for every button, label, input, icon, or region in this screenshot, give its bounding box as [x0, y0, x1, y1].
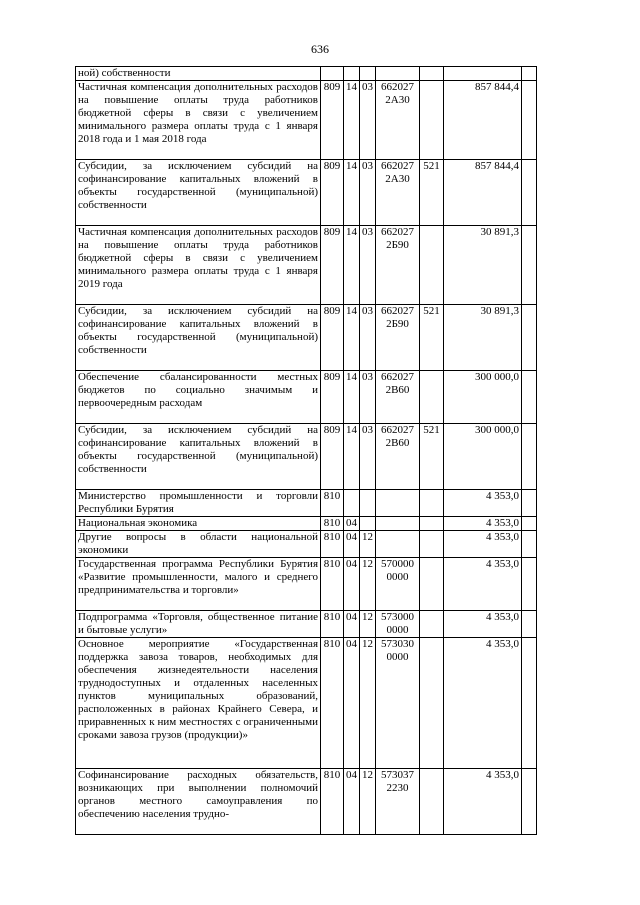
section-code-cell: 14	[344, 371, 360, 424]
empty-cell	[522, 371, 537, 424]
subsection-code-cell: 03	[360, 160, 376, 226]
expense-type-cell	[420, 490, 444, 517]
expense-type-cell: 521	[420, 305, 444, 371]
empty-cell	[522, 305, 537, 371]
ministry-code-cell: 809	[321, 226, 344, 305]
expense-name-cell: Частичная компенсация дополнительных расходов на повышение оплаты труда работников бюджетной сферы в связи с увеличением минимального размера оплаты труда с 1 января 2019 года	[76, 226, 321, 305]
section-code-cell: 04	[344, 638, 360, 769]
subsection-code-cell: 12	[360, 638, 376, 769]
section-code-cell	[344, 67, 360, 81]
table-row	[76, 611, 537, 638]
table-row	[76, 160, 537, 226]
budget-table	[75, 66, 537, 835]
empty-cell	[522, 638, 537, 769]
target-article-cell: 573037 2230	[376, 769, 420, 835]
ministry-code-cell: 810	[321, 638, 344, 769]
subsection-code-cell: 03	[360, 305, 376, 371]
expense-name-cell: Субсидии, за исключением субсидий на софинансирование капитальных вложений в объекты государственной (муниципальной) собственности	[76, 160, 321, 226]
subsection-code-cell: 12	[360, 769, 376, 835]
table-row	[76, 424, 537, 490]
amount-cell: 4 353,0	[444, 611, 522, 638]
ministry-code-cell: 809	[321, 160, 344, 226]
amount-cell: 4 353,0	[444, 490, 522, 517]
expense-type-cell	[420, 638, 444, 769]
expense-name-cell: ной) собственности	[76, 67, 321, 81]
empty-cell	[522, 517, 537, 531]
section-code-cell: 04	[344, 517, 360, 531]
ministry-code-cell: 809	[321, 81, 344, 160]
subsection-code-cell: 03	[360, 424, 376, 490]
ministry-code-cell	[321, 67, 344, 81]
ministry-code-cell: 809	[321, 371, 344, 424]
expense-name-cell: Субсидии, за исключением субсидий на софинансирование капитальных вложений в объекты государственной (муниципальной) собственности	[76, 424, 321, 490]
section-code-cell: 14	[344, 424, 360, 490]
amount-cell: 30 891,3	[444, 226, 522, 305]
target-article-cell	[376, 517, 420, 531]
expense-type-cell	[420, 769, 444, 835]
table-row	[76, 490, 537, 517]
target-article-cell: 662027 2Б90	[376, 305, 420, 371]
expense-name-cell: Подпрограмма «Торговля, общественное питание и бытовые услуги»	[76, 611, 321, 638]
target-article-cell	[376, 490, 420, 517]
amount-cell: 4 353,0	[444, 517, 522, 531]
expense-type-cell	[420, 67, 444, 81]
expense-type-cell	[420, 558, 444, 611]
table-row	[76, 81, 537, 160]
ministry-code-cell: 809	[321, 305, 344, 371]
section-code-cell: 14	[344, 226, 360, 305]
ministry-code-cell: 810	[321, 531, 344, 558]
empty-cell	[522, 160, 537, 226]
amount-cell: 4 353,0	[444, 638, 522, 769]
table-row	[76, 638, 537, 769]
amount-cell: 857 844,4	[444, 160, 522, 226]
amount-cell: 4 353,0	[444, 769, 522, 835]
expense-type-cell	[420, 517, 444, 531]
expense-type-cell: 521	[420, 160, 444, 226]
section-code-cell: 04	[344, 531, 360, 558]
section-code-cell	[344, 490, 360, 517]
amount-cell	[444, 67, 522, 81]
target-article-cell: 662027 2А30	[376, 81, 420, 160]
expense-type-cell	[420, 371, 444, 424]
ministry-code-cell: 809	[321, 424, 344, 490]
empty-cell	[522, 81, 537, 160]
empty-cell	[522, 226, 537, 305]
empty-cell	[522, 769, 537, 835]
ministry-code-cell: 810	[321, 611, 344, 638]
ministry-code-cell: 810	[321, 558, 344, 611]
table-row	[76, 769, 537, 835]
expense-type-cell	[420, 81, 444, 160]
expense-name-cell: Национальная экономика	[76, 517, 321, 531]
subsection-code-cell	[360, 67, 376, 81]
target-article-cell: 662027 2В60	[376, 371, 420, 424]
empty-cell	[522, 424, 537, 490]
ministry-code-cell: 810	[321, 769, 344, 835]
empty-cell	[522, 490, 537, 517]
table-row	[76, 226, 537, 305]
target-article-cell: 573030 0000	[376, 638, 420, 769]
subsection-code-cell	[360, 490, 376, 517]
expense-type-cell	[420, 531, 444, 558]
empty-cell	[522, 611, 537, 638]
empty-cell	[522, 67, 537, 81]
subsection-code-cell: 12	[360, 558, 376, 611]
amount-cell: 300 000,0	[444, 424, 522, 490]
section-code-cell: 04	[344, 611, 360, 638]
amount-cell: 4 353,0	[444, 558, 522, 611]
expense-name-cell: Государственная программа Республики Бурятия «Развитие промышленности, малого и среднего предпринимательства и торговли»	[76, 558, 321, 611]
expense-name-cell: Другие вопросы в области национальной экономики	[76, 531, 321, 558]
table-row	[76, 67, 537, 81]
table-row	[76, 305, 537, 371]
expense-name-cell: Основное мероприятие «Государственная поддержка завоза товаров, необходимых для обеспечения жизнедеятельности населения труднодоступных и отдаленных населенных пунктов муниципальных образований, расположенных в районах Крайнего Севера, и приравненных к ним местностях с ограниченными сроками завоза грузов (продукции)»	[76, 638, 321, 769]
target-article-cell	[376, 531, 420, 558]
amount-cell: 857 844,4	[444, 81, 522, 160]
ministry-code-cell: 810	[321, 517, 344, 531]
expense-name-cell: Субсидии, за исключением субсидий на софинансирование капитальных вложений в объекты государственной (муниципальной) собственности	[76, 305, 321, 371]
table-row	[76, 531, 537, 558]
section-code-cell: 14	[344, 305, 360, 371]
target-article-cell: 662027 2А30	[376, 160, 420, 226]
section-code-cell: 14	[344, 160, 360, 226]
subsection-code-cell: 03	[360, 226, 376, 305]
target-article-cell: 662027 2Б90	[376, 226, 420, 305]
table-row	[76, 371, 537, 424]
target-article-cell	[376, 67, 420, 81]
empty-cell	[522, 558, 537, 611]
expense-type-cell	[420, 226, 444, 305]
amount-cell: 30 891,3	[444, 305, 522, 371]
subsection-code-cell: 12	[360, 611, 376, 638]
subsection-code-cell: 03	[360, 371, 376, 424]
expense-name-cell: Министерство промышленности и торговли Республики Бурятия	[76, 490, 321, 517]
table-row	[76, 558, 537, 611]
subsection-code-cell: 12	[360, 531, 376, 558]
expense-name-cell: Частичная компенсация дополнительных расходов на повышение оплаты труда работников бюджетной сферы в связи с увеличением минимального размера оплаты труда с 1 января 2018 года и 1 мая 2018 года	[76, 81, 321, 160]
table-row	[76, 517, 537, 531]
expense-type-cell: 521	[420, 424, 444, 490]
target-article-cell: 573000 0000	[376, 611, 420, 638]
ministry-code-cell: 810	[321, 490, 344, 517]
expense-name-cell: Софинансирование расходных обязательств, возникающих при выполнении полномочий органов местного самоуправления по обеспечению населения трудно-	[76, 769, 321, 835]
expense-name-cell: Обеспечение сбалансированности местных бюджетов по социально значимым и первоочередным расходам	[76, 371, 321, 424]
target-article-cell: 570000 0000	[376, 558, 420, 611]
subsection-code-cell: 03	[360, 81, 376, 160]
subsection-code-cell	[360, 517, 376, 531]
page-number: 636	[311, 42, 329, 56]
section-code-cell: 04	[344, 769, 360, 835]
section-code-cell: 04	[344, 558, 360, 611]
expense-type-cell	[420, 611, 444, 638]
amount-cell: 300 000,0	[444, 371, 522, 424]
empty-cell	[522, 531, 537, 558]
target-article-cell: 662027 2В60	[376, 424, 420, 490]
amount-cell: 4 353,0	[444, 531, 522, 558]
table-body	[76, 67, 537, 835]
section-code-cell: 14	[344, 81, 360, 160]
